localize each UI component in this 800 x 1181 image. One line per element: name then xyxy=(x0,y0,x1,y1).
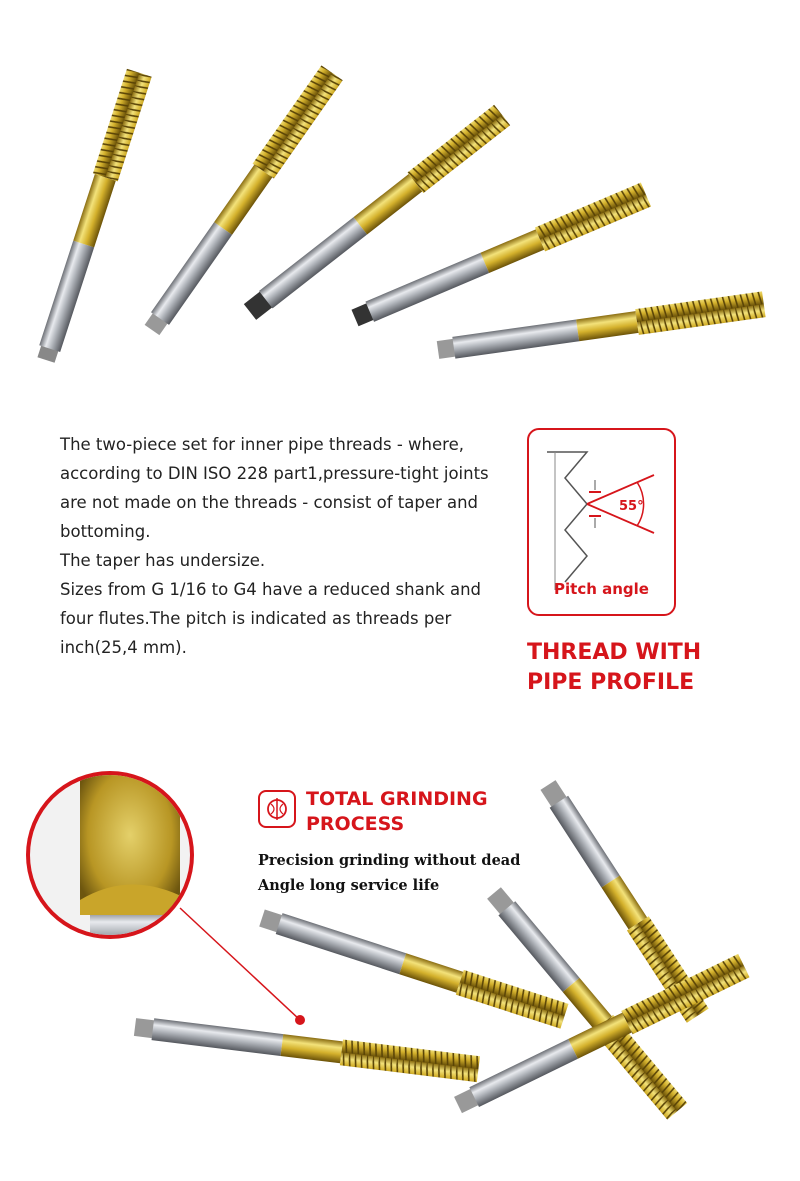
thread-title-line1: THREAD WITH xyxy=(527,640,702,665)
desc-line: bottoming. xyxy=(60,522,151,541)
grinding-desc-line1: Precision grinding without dead xyxy=(258,852,521,869)
desc-line: are not made on the threads - consist of taper and xyxy=(60,493,479,512)
tap-1 xyxy=(34,69,152,364)
tap-e xyxy=(452,954,749,1117)
grinding-icon xyxy=(258,790,296,828)
grinding-title xyxy=(306,787,526,837)
grinding-section xyxy=(0,730,800,1181)
thread-profile xyxy=(547,452,587,582)
tap-5 xyxy=(436,291,765,363)
product-photo-top xyxy=(0,0,800,400)
angle-label: 55° xyxy=(619,499,644,514)
pitch-angle-caption: Pitch angle xyxy=(554,580,649,598)
tap-2 xyxy=(141,65,342,337)
description-text xyxy=(60,430,490,662)
pitch-angle-diagram xyxy=(527,428,676,616)
grinding-description xyxy=(258,848,538,898)
desc-line: The two-piece set for inner pipe threads - where, xyxy=(60,435,464,454)
desc-line: The taper has undersize. xyxy=(60,551,266,570)
desc-line: according to DIN ISO 228 part1,pressure-tight joints xyxy=(60,464,489,483)
grinding-title-line1: TOTAL GRINDING xyxy=(306,788,488,810)
callout-dot xyxy=(295,1015,305,1025)
description-section xyxy=(0,400,800,730)
zoom-detail-circle xyxy=(26,760,194,950)
desc-line: inch(25,4 mm). xyxy=(60,638,187,657)
thread-title-line2: PIPE PROFILE xyxy=(527,670,695,695)
desc-line: four flutes.The pitch is indicated as threads per xyxy=(60,609,452,628)
grinding-desc-line2: Angle long service life xyxy=(258,877,440,894)
desc-line: Sizes from G 1/16 to G4 have a reduced shank and xyxy=(60,580,482,599)
thread-profile-title xyxy=(527,638,787,698)
grinding-title-line2: PROCESS xyxy=(306,813,405,835)
tap-d xyxy=(133,1014,480,1082)
